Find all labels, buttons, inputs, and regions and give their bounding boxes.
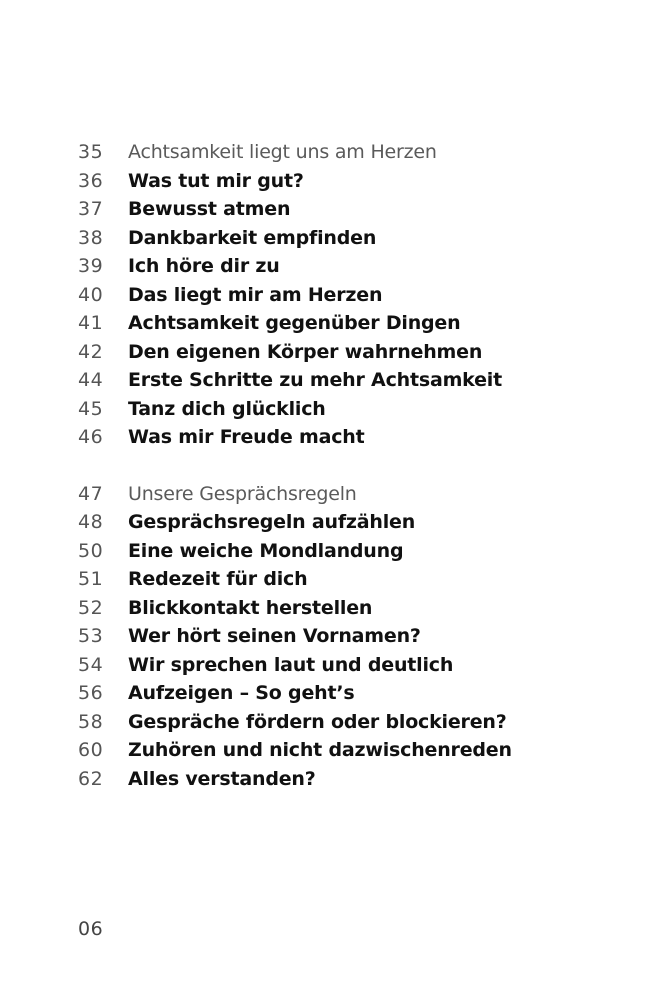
toc-entry-title: Gespräche fördern oder blockieren? (128, 710, 507, 733)
toc-heading-title: Unsere Gesprächsregeln (128, 482, 357, 505)
toc-page-number: 45 (78, 397, 104, 420)
toc-entry (78, 736, 638, 765)
toc-page-number: 58 (78, 710, 104, 733)
toc-page-number: 44 (78, 369, 104, 391)
toc-page-number: 42 (78, 340, 104, 363)
toc-entry-title: Alles verstanden? (128, 767, 316, 790)
toc-entry (78, 309, 638, 338)
toc-entry-title: Blickkontakt herstellen (128, 596, 373, 619)
toc-heading-title: Achtsamkeit liegt uns am Herzen (128, 141, 437, 163)
toc-entry (78, 395, 638, 424)
toc-page-number: 54 (78, 653, 104, 676)
toc-page-number: 46 (78, 426, 104, 448)
table-of-contents (78, 138, 638, 821)
toc-entry (78, 622, 638, 651)
page-number: 06 (78, 918, 104, 940)
toc-entry (78, 366, 638, 395)
toc-entry-title: Achtsamkeit gegenüber Dingen (128, 312, 461, 334)
toc-entry-title: Gesprächsregeln aufzählen (128, 511, 416, 533)
toc-page-number: 41 (78, 312, 104, 334)
toc-entry (78, 252, 638, 281)
toc-entry (78, 651, 638, 680)
toc-page-number: 48 (78, 511, 104, 533)
toc-entry (78, 338, 638, 367)
toc-heading (78, 480, 638, 509)
toc-entry-title: Erste Schritte zu mehr Achtsamkeit (128, 369, 502, 391)
toc-entry (78, 708, 638, 737)
toc-entry (78, 423, 638, 452)
toc-entry (78, 224, 638, 253)
toc-entry-title: Wer hört seinen Vornamen? (128, 625, 421, 647)
toc-entry (78, 765, 638, 794)
toc-page-number: 35 (78, 141, 104, 163)
toc-entry-title: Das liegt mir am Herzen (128, 283, 383, 306)
toc-page-number: 50 (78, 539, 104, 562)
toc-entry (78, 594, 638, 623)
toc-page-number: 62 (78, 767, 104, 790)
toc-entry-title: Wir sprechen laut und deutlich (128, 653, 454, 676)
toc-entry (78, 167, 638, 196)
toc-entry-title: Was mir Freude macht (128, 426, 365, 448)
toc-entry-title: Eine weiche Mondlandung (128, 539, 404, 562)
toc-entry (78, 679, 638, 708)
toc-page-number: 39 (78, 255, 104, 277)
toc-page-number: 37 (78, 198, 104, 220)
toc-entry-title: Dankbarkeit empfinden (128, 226, 377, 249)
toc-entry-title: Aufzeigen – So geht’s (128, 682, 355, 704)
toc-entry (78, 565, 638, 594)
toc-page-number: 60 (78, 739, 104, 761)
toc-page-number: 56 (78, 682, 104, 704)
toc-page-number: 52 (78, 596, 104, 619)
toc-entry-title: Tanz dich glücklich (128, 397, 326, 420)
toc-entry-title: Zuhören und nicht dazwischenreden (128, 739, 512, 761)
toc-page-number: 38 (78, 226, 104, 249)
toc-entry (78, 195, 638, 224)
toc-entry-title: Was tut mir gut? (128, 169, 304, 192)
toc-section-gespraechsregeln (78, 480, 638, 794)
toc-page-number: 53 (78, 625, 104, 647)
toc-section-achtsamkeit (78, 138, 638, 452)
toc-entry-title: Bewusst atmen (128, 198, 291, 220)
toc-entry (78, 281, 638, 310)
toc-heading (78, 138, 638, 167)
toc-page-number: 36 (78, 169, 104, 192)
toc-entry-title: Redezeit für dich (128, 568, 308, 590)
toc-page-number: 47 (78, 482, 104, 505)
toc-entry-title: Ich höre dir zu (128, 255, 280, 277)
toc-page-number: 51 (78, 568, 104, 590)
toc-entry-title: Den eigenen Körper wahrnehmen (128, 340, 483, 363)
toc-page-number: 40 (78, 283, 104, 306)
toc-entry (78, 508, 638, 537)
toc-entry (78, 537, 638, 566)
